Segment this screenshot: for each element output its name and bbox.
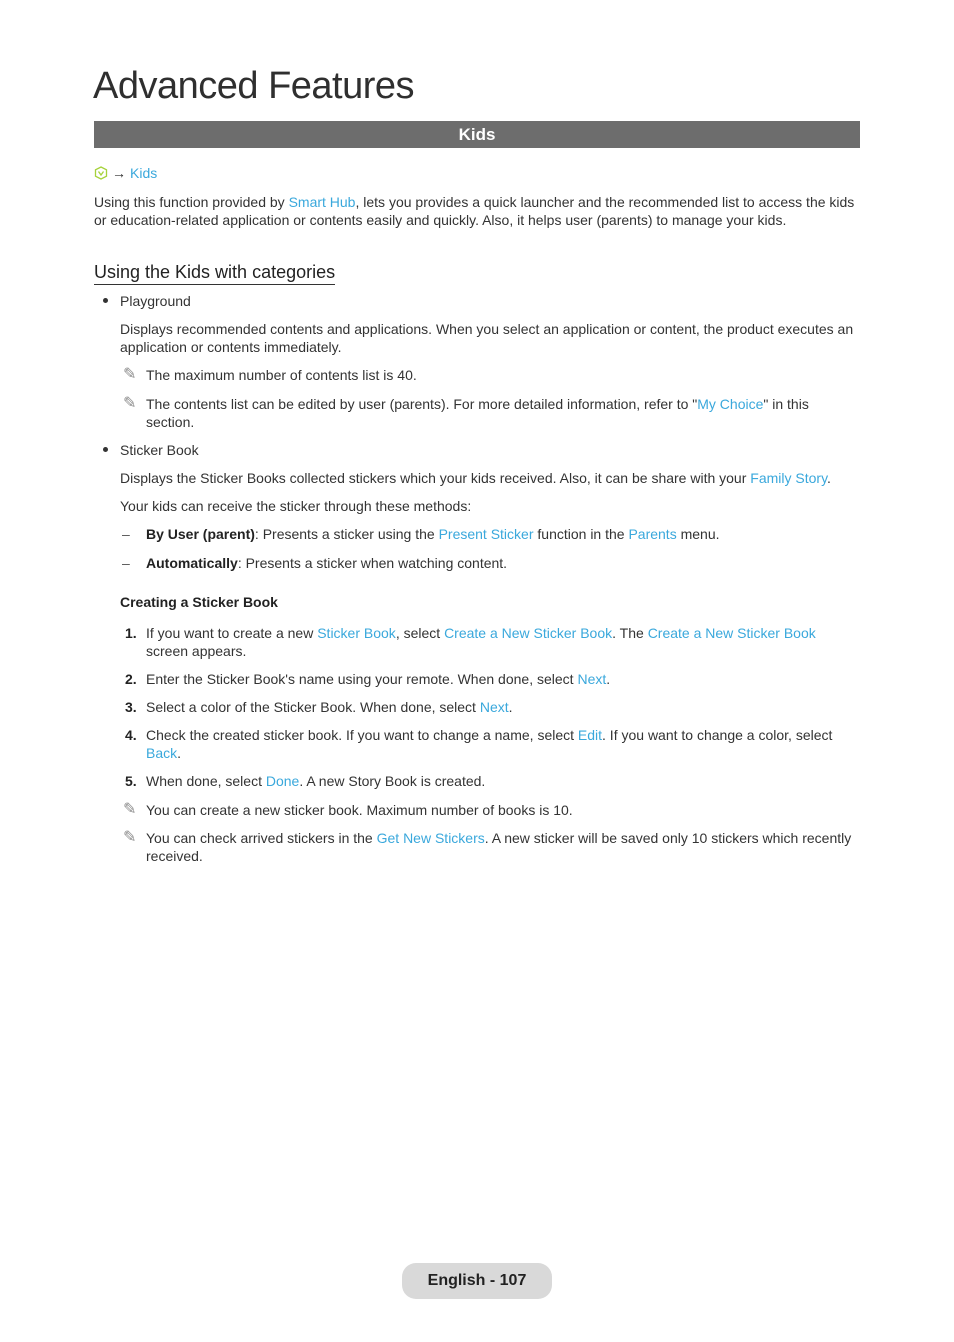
get-new-stickers-link[interactable]: Get New Stickers [376, 830, 485, 846]
family-story-link[interactable]: Family Story [750, 470, 828, 486]
pencil-icon: ✎ [123, 829, 137, 846]
sticker-book-label[interactable]: Sticker Book [120, 442, 199, 458]
step-1: If you want to create a new Sticker Book, select Create a New Sticker Book. The Create a New Sticker Book screen appears. [146, 625, 816, 659]
next-link[interactable]: Next [577, 671, 607, 687]
step-4: Check the created sticker book. If you want to change a name, select Edit. If you want to change a color, select Back. [146, 727, 833, 761]
bullet [103, 298, 108, 303]
parents-link[interactable]: Parents [628, 526, 677, 542]
playground-note-1: The maximum number of contents list is 40. [146, 367, 417, 383]
playground-description: Displays recommended contents and applications. When you select an application or content, the product executes an application or contents immediately. [120, 321, 854, 355]
back-link[interactable]: Back [146, 745, 178, 761]
section-title: Kids [458, 125, 496, 144]
dash-marker: – [122, 555, 130, 571]
playground-label[interactable]: Playground [120, 293, 191, 309]
page-number-badge: English - 107 [402, 1263, 552, 1299]
pencil-icon: ✎ [123, 366, 137, 383]
breadcrumb-arrow: → [112, 165, 126, 181]
method-automatically: Automatically: Presents a sticker when watching content. [146, 555, 508, 571]
step-5: When done, select Done. A new Story Book is created. [146, 773, 486, 789]
smart-hub-link[interactable]: Smart Hub [288, 194, 356, 210]
my-choice-link[interactable]: My Choice [697, 396, 764, 412]
creating-heading: Creating a Sticker Book [120, 594, 278, 610]
step-number: 2. [125, 671, 137, 687]
page-title: Advanced Features [93, 65, 415, 107]
intro-paragraph: Using this function provided by Smart Hub, lets you provides a quick launcher and the recommended list to access the kids or education-related application or contents easily and quickly. Also, it helps user (parents) to manage your kids. [94, 194, 855, 228]
creating-note-2: You can check arrived stickers in the Get New Stickers. A new sticker will be saved only 10 stickers which recently received. [146, 830, 852, 864]
sticker-book-description: Displays the Sticker Books collected stickers which your kids received. Also, it can be share with your Family Story. [120, 470, 831, 486]
section-header-bar [94, 121, 860, 148]
step-3: Select a color of the Sticker Book. When done, select Next. [146, 699, 513, 715]
method-by-user: By User (parent): Presents a sticker using the Present Sticker function in the Parents menu. [146, 526, 720, 542]
step-number: 1. [125, 625, 137, 641]
next-link[interactable]: Next [479, 699, 509, 715]
present-sticker-link[interactable]: Present Sticker [438, 526, 534, 542]
creating-note-1: You can create a new sticker book. Maximum number of books is 10. [146, 802, 573, 818]
step-number: 4. [125, 727, 137, 743]
step-2: Enter the Sticker Book's name using your remote. When done, select Next. [146, 671, 611, 687]
bullet [103, 447, 108, 452]
subheading-categories: Using the Kids with categories [94, 261, 335, 285]
step-number: 3. [125, 699, 137, 715]
breadcrumb [94, 164, 157, 182]
pencil-icon: ✎ [123, 395, 137, 412]
create-new-sticker-book-link[interactable]: Create a New Sticker Book [647, 625, 816, 641]
methods-intro: Your kids can receive the sticker through these methods: [120, 498, 472, 514]
sticker-book-link[interactable]: Sticker Book [317, 625, 396, 641]
done-link[interactable]: Done [265, 773, 300, 789]
playground-note-2: The contents list can be edited by user (parents). For more detailed information, refer to "My Choice" in this section. [146, 396, 809, 430]
pencil-icon: ✎ [123, 801, 137, 818]
smart-hub-icon [94, 166, 108, 180]
create-new-sticker-book-link[interactable]: Create a New Sticker Book [444, 625, 613, 641]
breadcrumb-link-kids[interactable]: Kids [130, 165, 158, 181]
dash-marker: – [122, 526, 130, 542]
step-number: 5. [125, 773, 137, 789]
edit-link[interactable]: Edit [577, 727, 603, 743]
